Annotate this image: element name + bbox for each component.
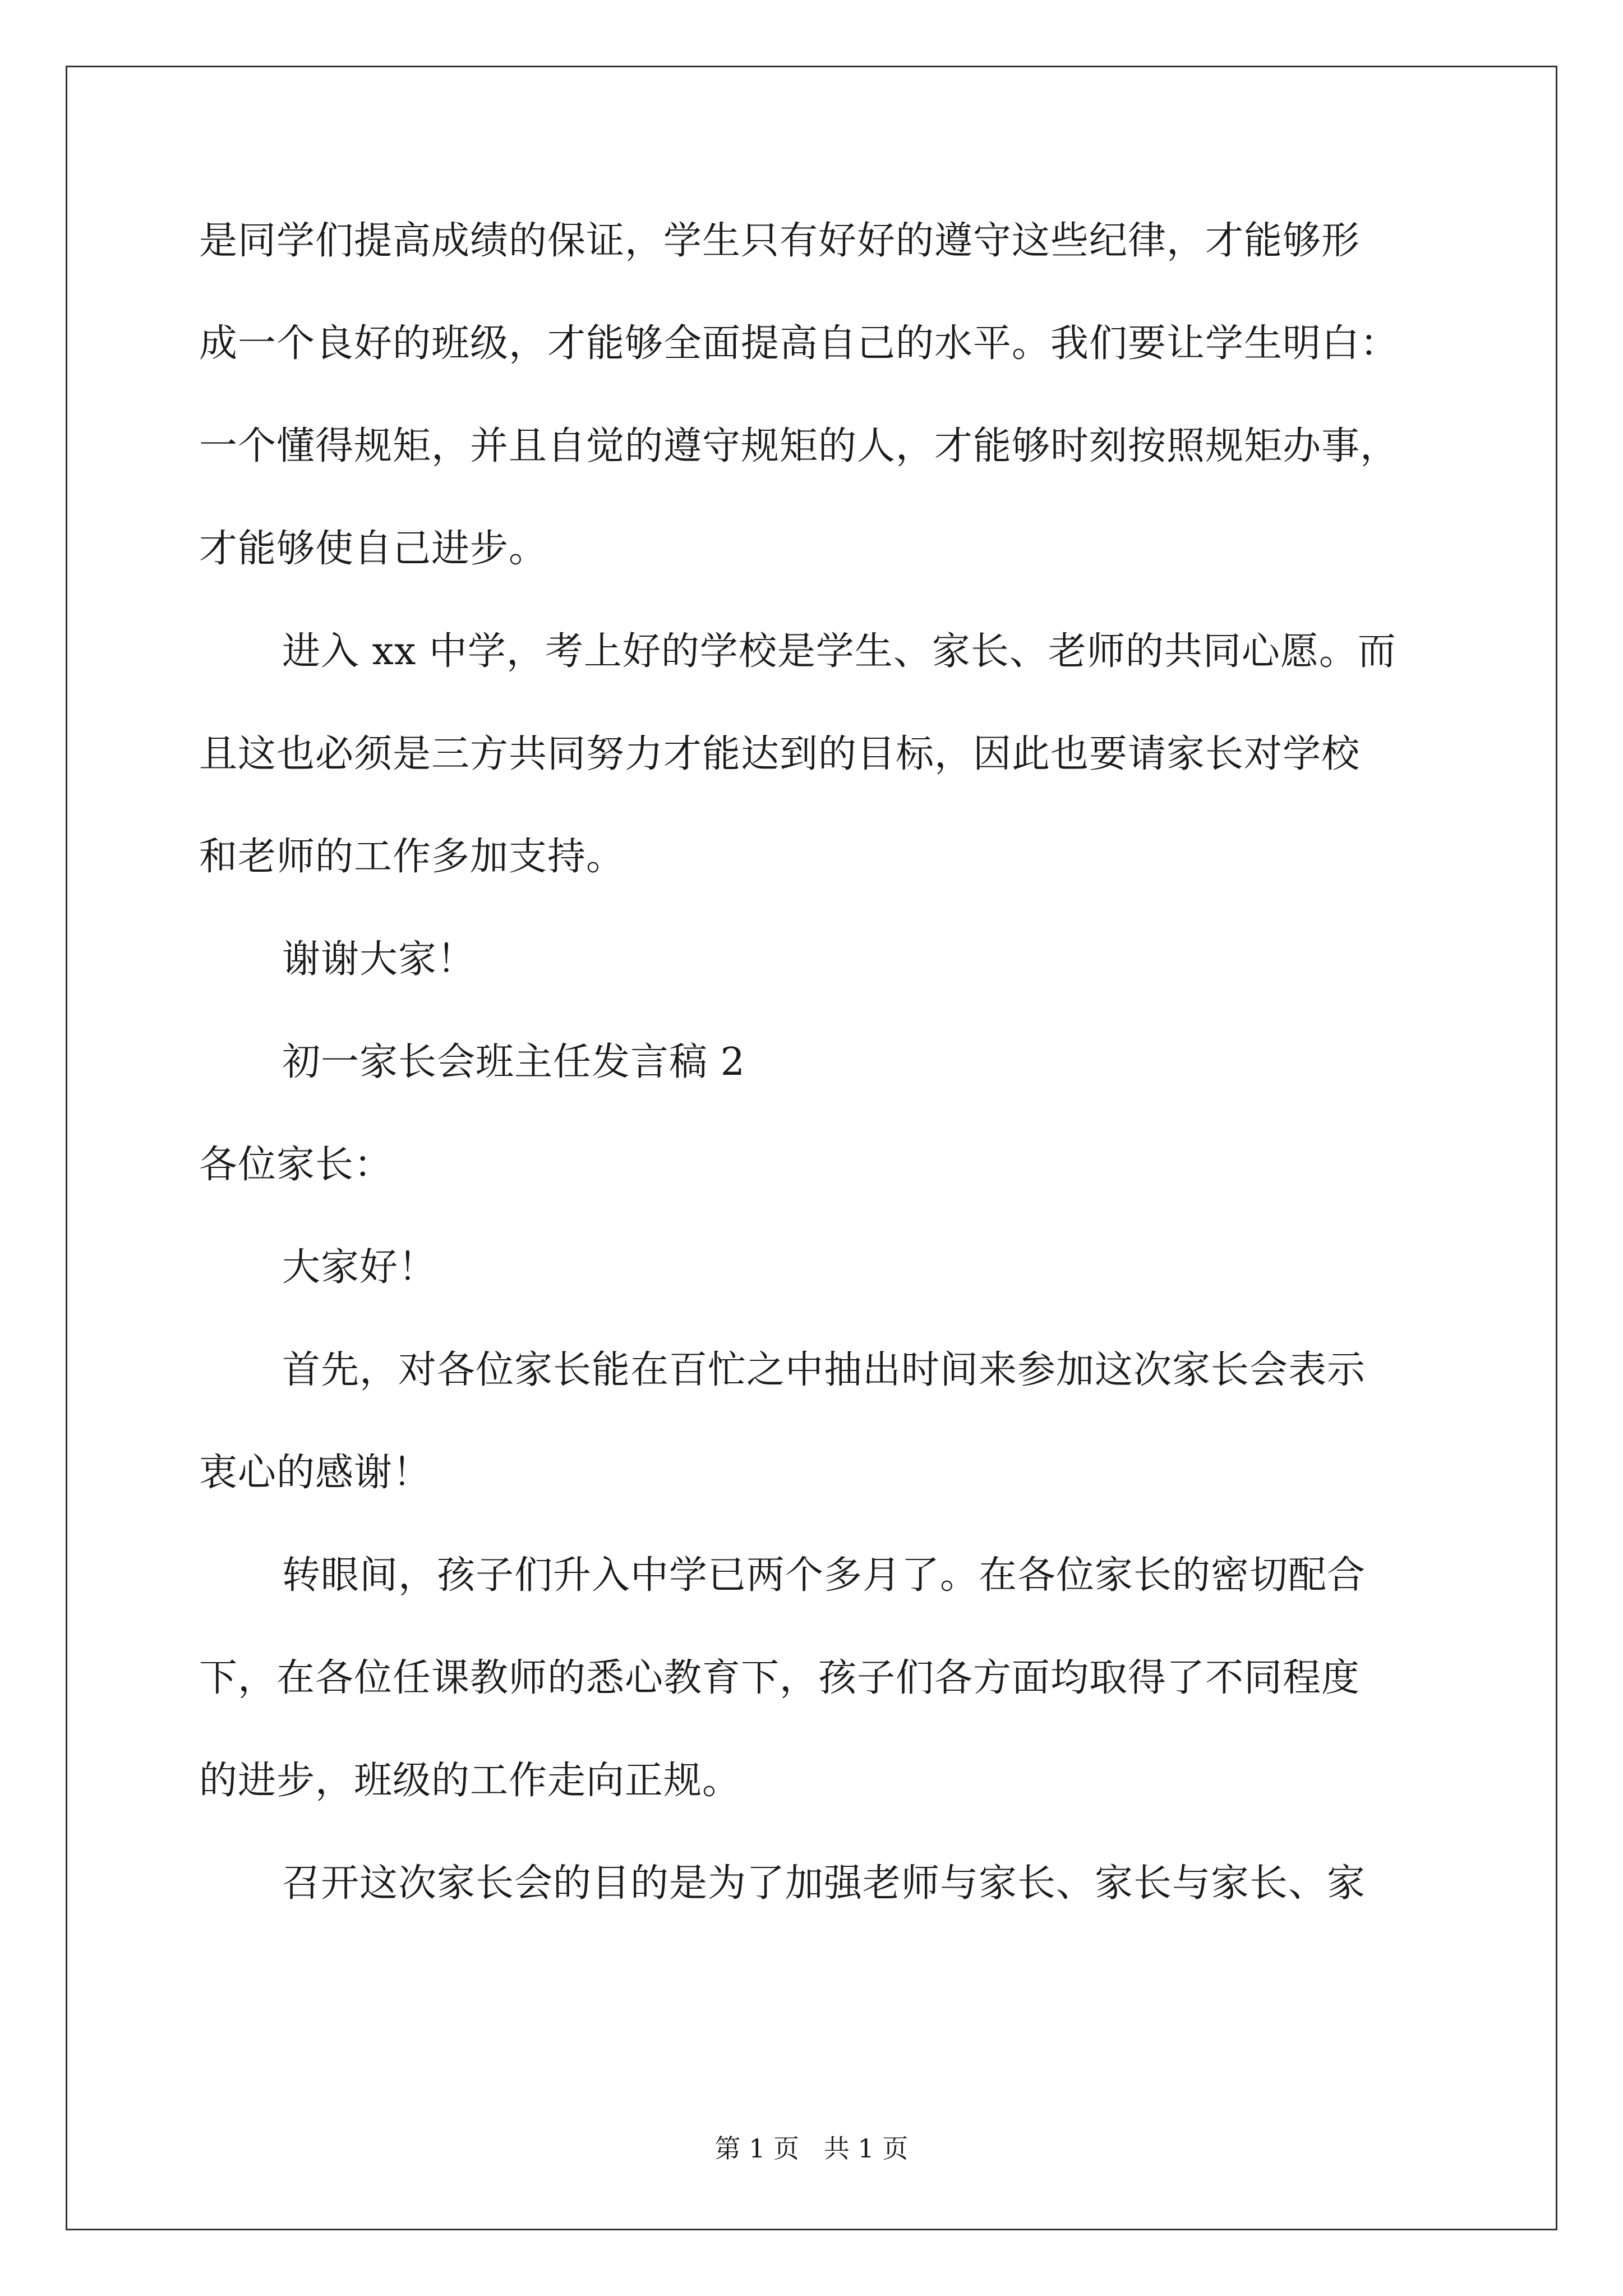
text-line: 转眼间，孩子们升入中学已两个多月了。在各位家长的密切配合 xyxy=(282,1553,1366,1598)
salutation: 各位家长： xyxy=(199,1143,393,1187)
text-line: 是同学们提高成绩的保证，学生只有好好的遵守这些纪律，才能够形 xyxy=(199,219,1361,263)
text-line: 才能够使自己进步。 xyxy=(199,527,548,571)
text-line: 谢谢大家！ xyxy=(282,937,476,982)
greeting: 大家好！ xyxy=(282,1245,437,1290)
text-line: 和老师的工作多加支持。 xyxy=(199,835,625,879)
text-line: 召开这次家长会的目的是为了加强老师与家长、家长与家长、家 xyxy=(282,1861,1366,1906)
page-number-footer: 第 1 页 共 1 页 xyxy=(714,2133,909,2164)
text-line: 下，在各位任课教师的悉心教育下，孩子们各方面均取得了不同程度 xyxy=(199,1656,1361,1700)
text-line: 且这也必须是三方共同努力才能达到的目标，因此也要请家长对学校 xyxy=(199,732,1361,776)
text-line: 的进步，班级的工作走向正规。 xyxy=(199,1759,741,1803)
text-line: 成一个良好的班级，才能够全面提高自己的水平。我们要让学生明白： xyxy=(199,321,1399,366)
text-line: 进入 xx 中学，考上好的学校是学生、家长、老师的共同心愿。而 xyxy=(282,629,1396,674)
text-line: 衷心的感谢！ xyxy=(199,1451,432,1495)
text-line: 首先，对各位家长能在百忙之中抽出时间来参加这次家长会表示 xyxy=(282,1348,1366,1392)
text-line: 一个懂得规矩，并且自觉的遵守规矩的人，才能够时刻按照规矩办事， xyxy=(199,424,1399,468)
section-heading: 初一家长会班主任发言稿 2 xyxy=(282,1040,745,1084)
